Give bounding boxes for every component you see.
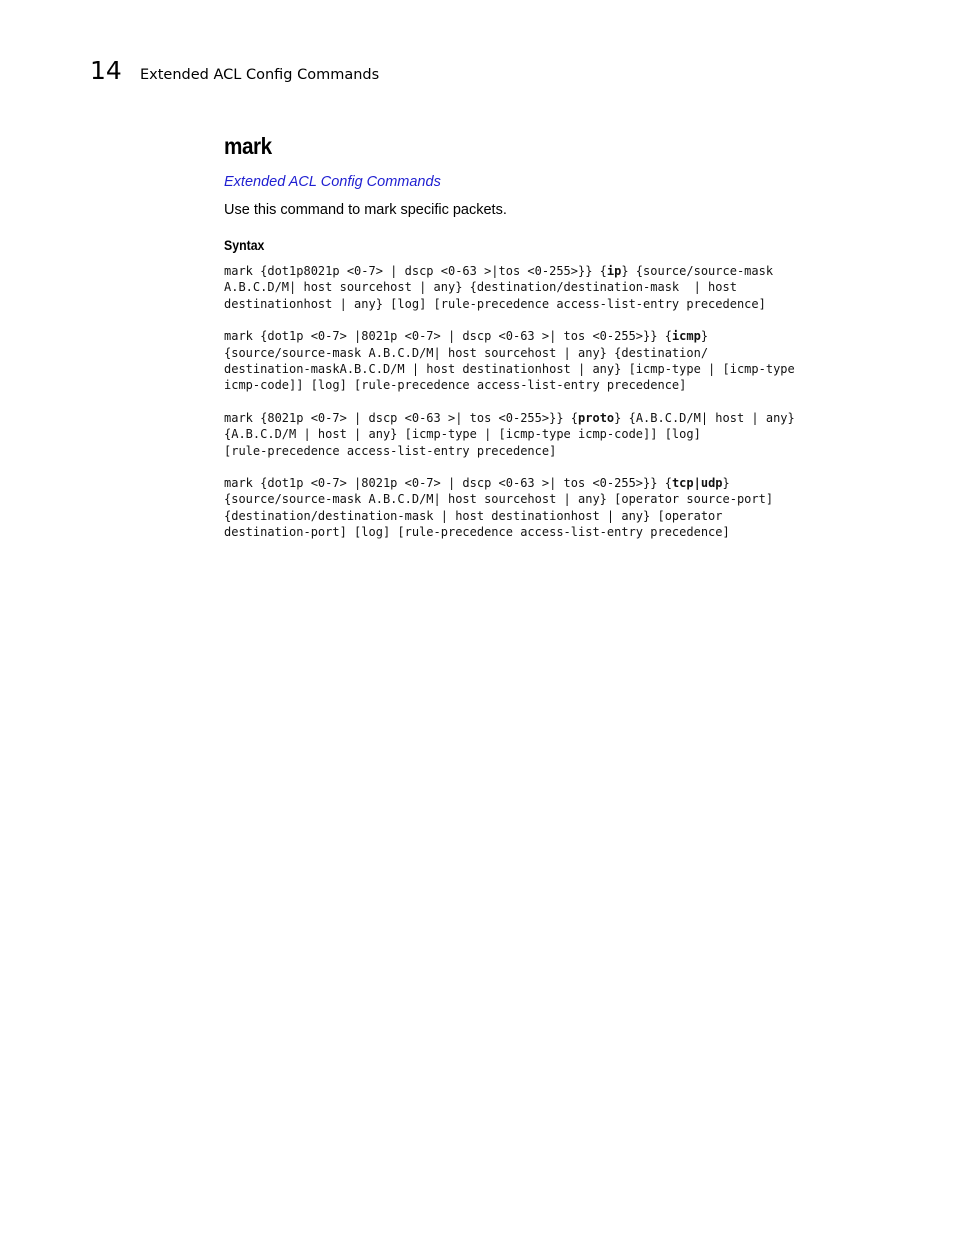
syntax-text: mark {dot1p <0-7> |8021p <0-7> | dscp <0-63 >| tos <0-255>}} { [224, 329, 672, 344]
syntax-text: } {source/source-mask A.B.C.D/M| host sourcehost | any} [operator source-port] {destination/destination-mask | host destinationhost | any} [operator destination-port] [log] [rule-precedence access-list-entry precedence] [224, 476, 774, 540]
syntax-keyword: icmp [671, 329, 701, 344]
syntax-text: } {source/source-mask A.B.C.D/M| host sourcehost | any} {destination/ destination-maskA.B.C.D/M | host destinationhost | any} [icmp-type | [icmp-type icmp-code]] [log] [rule-precedence access-list-entry precedence] [224, 329, 795, 393]
syntax-keyword-separator: | [693, 476, 701, 491]
syntax-keyword: ip [606, 264, 622, 278]
syntax-text: } {A.B.C.D/M| host | any} {A.B.C.D/M | host | any} [icmp-type | [icmp-type icmp-code]] [log] [rule-precedence access-list-entry precedence] [224, 410, 795, 458]
syntax-block-proto [224, 410, 884, 459]
syntax-heading: Syntax [224, 237, 265, 253]
chapter-title: Extended ACL Config Commands [140, 67, 380, 83]
syntax-keyword: proto [578, 410, 615, 425]
chapter-number: 14 [90, 56, 122, 85]
syntax-block-ip [224, 263, 884, 312]
syntax-keyword: udp [700, 476, 723, 491]
section-title: mark [224, 133, 272, 159]
syntax-block-icmp [224, 328, 884, 394]
syntax-block-tcp-udp [224, 475, 884, 541]
syntax-text: mark {dot1p8021p <0-7> | dscp <0-63 >|tos <0-255>}} { [224, 264, 607, 278]
command-description: Use this command to mark specific packets. [224, 202, 507, 218]
command-section [224, 131, 884, 541]
syntax-text: mark {dot1p <0-7> |8021p <0-7> | dscp <0-63 >| tos <0-255>}} { [224, 476, 672, 491]
parent-section-link[interactable]: Extended ACL Config Commands [224, 174, 441, 190]
syntax-text: } {source/source-mask A.B.C.D/M| host sourcehost | any} {destination/destination-mask | host destinationhost | any} [log] [rule-precedence access-list-entry precedence] [224, 264, 774, 311]
syntax-keyword: tcp [671, 476, 694, 491]
syntax-text: mark {8021p <0-7> | dscp <0-63 >| tos <0-255>}} { [224, 410, 579, 425]
